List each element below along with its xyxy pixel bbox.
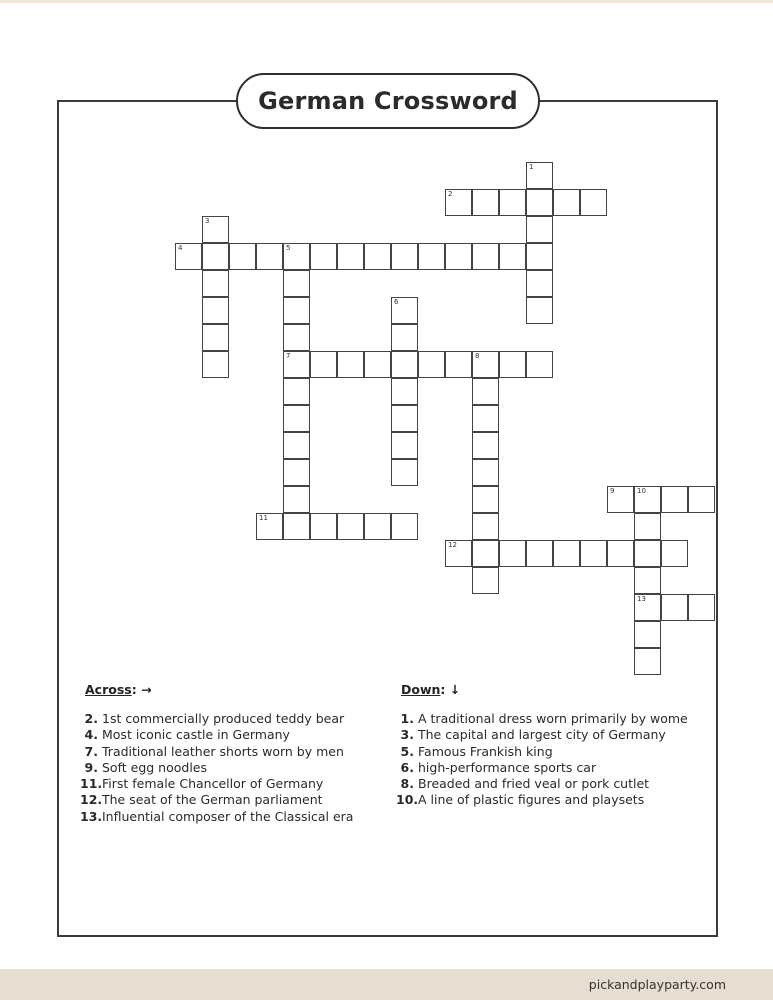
across-heading-label: Across xyxy=(85,682,132,697)
across-clue xyxy=(80,727,353,743)
grid-cell[interactable] xyxy=(283,513,310,540)
clue-num: 13. xyxy=(80,808,103,824)
grid-cell[interactable] xyxy=(445,351,472,378)
grid-cell[interactable] xyxy=(364,243,391,270)
clue-number: 5 xyxy=(286,244,291,252)
clue-num: 1. xyxy=(400,711,414,726)
clue-number: 10 xyxy=(637,487,646,495)
grid-cell[interactable] xyxy=(310,513,337,540)
clue-number: 12 xyxy=(448,541,457,549)
grid-cell[interactable] xyxy=(202,216,229,243)
grid-cell[interactable] xyxy=(364,513,391,540)
across-clue xyxy=(80,792,353,808)
right-arrow-icon: → xyxy=(141,682,152,697)
clue-number: 1 xyxy=(529,163,534,171)
grid-cell[interactable] xyxy=(661,594,688,621)
clue-number: 13 xyxy=(637,595,646,603)
grid-cell[interactable] xyxy=(283,486,310,513)
down-clue xyxy=(396,760,688,776)
grid-cell[interactable] xyxy=(553,189,580,216)
grid-cell[interactable] xyxy=(202,324,229,351)
grid-cell[interactable] xyxy=(499,189,526,216)
grid-cell[interactable] xyxy=(310,243,337,270)
across-clue xyxy=(80,744,353,760)
grid-cell[interactable] xyxy=(229,243,256,270)
grid-cell[interactable] xyxy=(337,351,364,378)
grid-cell[interactable] xyxy=(175,243,202,270)
page-title: German Crossword xyxy=(236,73,540,129)
grid-cell[interactable] xyxy=(202,270,229,297)
grid-cell[interactable] xyxy=(445,243,472,270)
clue-text: First female Chancellor of Germany xyxy=(102,776,324,792)
grid-cell[interactable] xyxy=(364,351,391,378)
down-arrow-icon: ↓ xyxy=(449,682,461,697)
down-clue xyxy=(396,711,688,727)
clue-num: 8. xyxy=(400,776,414,792)
clue-num: 6. xyxy=(400,759,414,775)
across-heading: Across: → xyxy=(85,682,152,697)
grid-cell[interactable] xyxy=(634,513,661,540)
grid-cell[interactable] xyxy=(472,459,499,486)
grid-cell[interactable] xyxy=(688,594,715,621)
grid-cell[interactable] xyxy=(283,405,310,432)
down-clue xyxy=(396,727,688,743)
clue-num: 5. xyxy=(400,743,414,759)
clue-number: 6 xyxy=(394,298,399,306)
grid-cell[interactable] xyxy=(526,189,553,216)
grid-cell[interactable] xyxy=(607,486,634,513)
grid-cell[interactable] xyxy=(445,540,472,567)
grid-cell[interactable] xyxy=(283,297,310,324)
grid-cell[interactable] xyxy=(418,351,445,378)
grid-cell[interactable] xyxy=(472,351,499,378)
grid-cell[interactable] xyxy=(391,297,418,324)
grid-cell[interactable] xyxy=(283,324,310,351)
clue-num: 12. xyxy=(80,792,103,808)
grid-cell[interactable] xyxy=(607,540,634,567)
grid-cell[interactable] xyxy=(580,189,607,216)
clue-num: 4. xyxy=(84,727,98,743)
clue-text: 1st commercially produced teddy bear xyxy=(102,711,345,726)
clue-text: Most iconic castle in Germany xyxy=(102,727,290,743)
grid-cell[interactable] xyxy=(391,432,418,459)
grid-cell[interactable] xyxy=(526,351,553,378)
down-clue xyxy=(396,792,688,808)
clue-text: Soft egg noodles xyxy=(102,759,207,775)
grid-cell[interactable] xyxy=(391,378,418,405)
across-clues xyxy=(80,711,353,825)
grid-cell[interactable] xyxy=(418,243,445,270)
grid-cell[interactable] xyxy=(580,540,607,567)
clue-text: Influential composer of the Classical era xyxy=(102,808,354,824)
clue-number: 8 xyxy=(475,352,480,360)
grid-cell[interactable] xyxy=(283,243,310,270)
grid-cell[interactable] xyxy=(472,513,499,540)
grid-cell[interactable] xyxy=(472,432,499,459)
clue-text: A traditional dress worn primarily by wome xyxy=(418,711,688,726)
grid-cell[interactable] xyxy=(472,243,499,270)
grid-cell[interactable] xyxy=(337,513,364,540)
footer-site: pickandplayparty.com xyxy=(588,977,726,992)
grid-cell[interactable] xyxy=(337,243,364,270)
clue-number: 3 xyxy=(205,217,210,225)
grid-cell[interactable] xyxy=(526,216,553,243)
grid-cell[interactable] xyxy=(526,540,553,567)
across-clue xyxy=(80,809,353,825)
grid-cell[interactable] xyxy=(391,513,418,540)
grid-cell[interactable] xyxy=(310,351,337,378)
down-heading-label: Down xyxy=(401,682,441,697)
clue-number: 11 xyxy=(259,514,268,522)
grid-cell[interactable] xyxy=(526,162,553,189)
grid-cell[interactable] xyxy=(526,297,553,324)
clue-num: 11. xyxy=(80,776,103,792)
grid-cell[interactable] xyxy=(472,378,499,405)
clue-text: high-performance sports car xyxy=(418,759,597,775)
grid-cell[interactable] xyxy=(634,648,661,675)
grid-cell[interactable] xyxy=(553,540,580,567)
down-clue xyxy=(396,776,688,792)
clue-text: A line of plastic figures and playsets xyxy=(418,792,645,808)
clue-text: Breaded and fried veal or pork cutlet xyxy=(418,776,650,792)
top-band xyxy=(0,0,773,3)
clue-number: 7 xyxy=(286,352,291,360)
grid-cell[interactable] xyxy=(256,513,283,540)
down-clue xyxy=(396,744,688,760)
clue-number: 4 xyxy=(178,244,183,252)
grid-cell[interactable] xyxy=(526,270,553,297)
grid-cell[interactable] xyxy=(526,243,553,270)
clue-text: The seat of the German parliament xyxy=(102,792,323,808)
footer-band xyxy=(0,969,773,1000)
grid-cell[interactable] xyxy=(661,540,688,567)
grid-cell[interactable] xyxy=(499,243,526,270)
grid-cell[interactable] xyxy=(202,243,229,270)
clue-text: The capital and largest city of Germany xyxy=(418,727,666,743)
grid-cell[interactable] xyxy=(391,459,418,486)
clue-number: 2 xyxy=(448,190,453,198)
grid-cell[interactable] xyxy=(283,459,310,486)
grid-cell[interactable] xyxy=(499,540,526,567)
clue-num: 10. xyxy=(396,792,419,808)
grid-cell[interactable] xyxy=(634,486,661,513)
grid-cell[interactable] xyxy=(202,351,229,378)
down-heading: Down: ↓ xyxy=(401,682,461,697)
grid-cell[interactable] xyxy=(283,378,310,405)
grid-cell[interactable] xyxy=(472,540,499,567)
clue-num: 7. xyxy=(84,743,98,759)
grid-cell[interactable] xyxy=(688,486,715,513)
grid-cell[interactable] xyxy=(283,270,310,297)
grid-cell[interactable] xyxy=(472,567,499,594)
across-clue xyxy=(80,760,353,776)
clue-number: 9 xyxy=(610,487,615,495)
clue-text: Famous Frankish king xyxy=(418,743,553,759)
grid-cell[interactable] xyxy=(634,567,661,594)
across-clue xyxy=(80,711,353,727)
grid-cell[interactable] xyxy=(202,297,229,324)
grid-cell[interactable] xyxy=(472,405,499,432)
clue-num: 3. xyxy=(400,727,414,743)
down-clues xyxy=(396,711,688,809)
grid-cell[interactable] xyxy=(391,405,418,432)
grid-cell[interactable] xyxy=(472,486,499,513)
across-clue xyxy=(80,776,353,792)
grid-cell[interactable] xyxy=(634,621,661,648)
clue-num: 2. xyxy=(84,711,98,726)
grid-cell[interactable] xyxy=(391,324,418,351)
grid-cell[interactable] xyxy=(499,351,526,378)
clue-num: 9. xyxy=(84,759,98,775)
grid-cell[interactable] xyxy=(472,189,499,216)
grid-cell[interactable] xyxy=(283,432,310,459)
grid-cell[interactable] xyxy=(256,243,283,270)
grid-cell[interactable] xyxy=(445,189,472,216)
grid-cell[interactable] xyxy=(391,243,418,270)
grid-cell[interactable] xyxy=(661,486,688,513)
grid-cell[interactable] xyxy=(391,351,418,378)
grid-cell[interactable] xyxy=(283,351,310,378)
grid-cell[interactable] xyxy=(634,540,661,567)
grid-cell[interactable] xyxy=(634,594,661,621)
clue-text: Traditional leather shorts worn by men xyxy=(102,743,344,759)
